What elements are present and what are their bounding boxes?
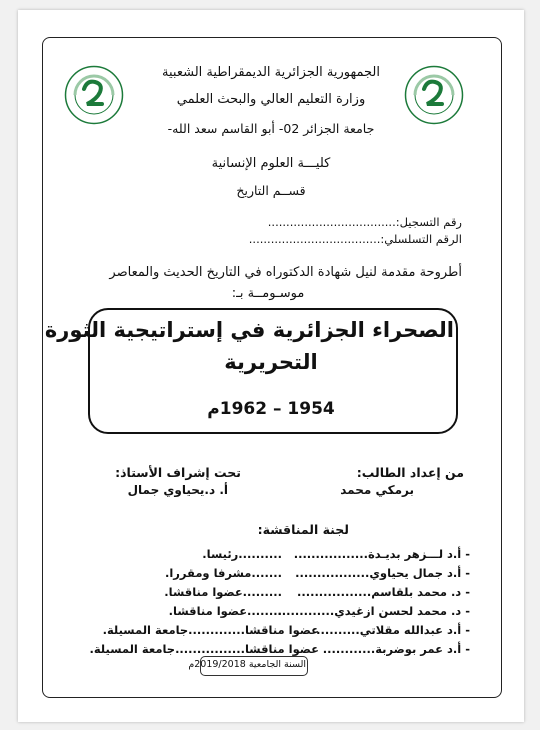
committee-member-role: عضوا مناقشا.............جامعة المسيلة. [102,623,319,637]
committee-member-name: - أ.د عمر بوضربة............ [322,642,470,656]
university-name: جامعة الجزائر 02- أبو القاسم سعد الله- [167,121,375,136]
academic-year: السنة الجامعية 2019/2018م [188,659,306,670]
supervisor-name: أ. د.يحياوي جمال [127,483,228,497]
thesis-title-line-2: التحريرية [224,350,318,374]
republic-name: الجمهورية الجزائرية الديمقراطية الشعبية [162,65,380,80]
committee-member-role: .........عضوا مناقشا. [164,585,282,599]
university-logo-right [404,65,464,125]
committee-member-role: ........عضوا مناقشا. [168,604,282,618]
committee-member-role: عضوا مناقشا................جامعة المسيلة. [89,642,319,656]
thesis-title-line-1: الصحراء الجزائرية في إستراتيجية الثورة [44,318,454,342]
supervisor-label: تحت إشراف الأستاذ: [115,465,241,480]
committee-member-name: - أ.د جمال يحياوي................. [295,566,470,580]
committee-member-name: - أ.د لـــزهر بديـدة................. [293,547,470,561]
thesis-intro: أطروحة مقدمة لنيل شهادة الدكتوراه في التاريخ الحديث والمعاصر [109,265,462,280]
student-label: من إعداد الطالب: [356,465,464,480]
committee-member-name: - د. محمد بلقاسم................. [296,585,470,599]
document-page [18,10,524,722]
faculty-name: كليـــة العلوم الإنسانية [211,156,331,171]
registration-number: رقم التسجيل:................................... [267,215,462,229]
committee-heading: لجنة المناقشة: [257,522,349,537]
serial-number: الرقم التسلسلي:.................................... [248,232,462,246]
committee-member-role: .......مشرفا ومقررا. [164,566,282,580]
thesis-years: 1954 – 1962م [207,399,335,419]
committee-member-name: - أ.د عبدالله مقلاتي.......... [316,623,470,637]
university-logo-left [64,65,124,125]
department-name: قســم التاريخ [236,183,306,198]
committee-member-name: - د. محمد لحسن ازغيدي............. [277,604,470,618]
ministry-name: وزارة التعليم العالي والبحث العلمي [176,92,366,107]
committee-member-role: ..........رئيسا. [202,547,282,561]
student-name: برمكي محمد [340,483,414,497]
thesis-marked: موسـومــة بـ: [231,286,305,301]
